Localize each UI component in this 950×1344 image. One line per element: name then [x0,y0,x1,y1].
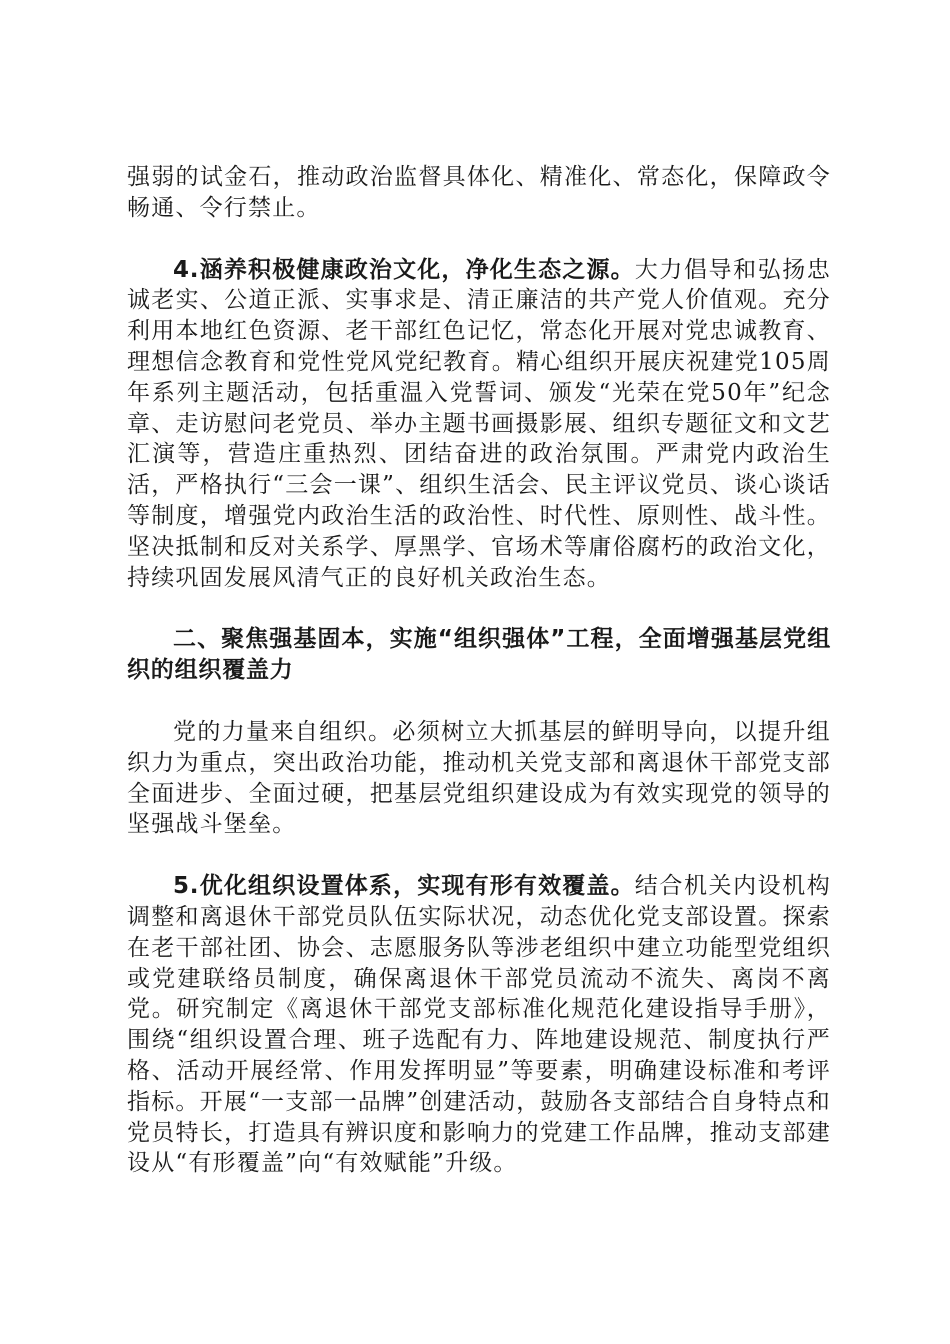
paragraph-item-4 [127,255,831,594]
item-4-body: 大力倡导和弘扬忠诚老实、公道正派、实事求是、清正廉洁的共产党人价值观。充分利用本地红色资源、老干部红色记忆，常态化开展对党忠诚教育、理想信念教育和党性党风党纪教育。精心组织开展庆祝建党105周年系列主题活动，包括重温入党誓词、颁发“光荣在党50年”纪念章、走访慰问老党员、举办主题书画摄影展、组织专题征文和文艺汇演等，营造庄重热烈、团结奋进的政治氛围。严肃党内政治生活，严格执行“三会一课”、组织生活会、民主评议党员、谈心谈话等制度，增强党内政治生活的政治性、时代性、原则性、战斗性。坚决抵制和反对关系学、厚黑学、官场术等庸俗腐朽的政治文化，持续巩固发展风清气正的良好机关政治生态。 [127,256,831,591]
paragraph-continued [127,162,831,224]
item-5-body: 结合机关内设机构调整和离退休干部党员队伍实际状况，动态优化党支部设置。探索在老干部社团、协会、志愿服务队等涉老组织中建立功能型党组织或党建联络员制度，确保离退休干部党员流动不流失、离岗不离党。研究制定《离退休干部党支部标准化规范化建设指导手册》，围绕“组织设置合理、班子选配有力、阵地建设规范、制度执行严格、活动开展经常、作用发挥明显”等要素，明确建设标准和考评指标。开展“一支部一品牌”创建活动，鼓励各支部结合自身特点和党员特长，打造具有辨识度和影响力的党建工作品牌，推动支部建设从“有形覆盖”向“有效赋能”升级。 [127,873,831,1177]
section-heading-2: 二、聚焦强基固本，实施“组织强体”工程，全面增强基层党组织的组织覆盖力 [127,626,831,684]
paragraph-section-intro [127,717,831,840]
paragraph-item-5 [127,871,831,1179]
item-5-lead: 5.优化组织设置体系，实现有形有效覆盖。 [173,873,635,900]
section-intro-text: 党的力量来自组织。必须树立大抓基层的鲜明导向，以提升组织力为重点，突出政治功能，推动机关党支部和离退休干部党支部全面进步、全面过硬，把基层党组织建设成为有效实现党的领导的坚强战斗堡垒。 [127,718,831,838]
paragraph-text: 强弱的试金石，推动政治监督具体化、精准化、常态化，保障政令畅通、令行禁止。 [127,164,831,221]
item-4-lead: 4.涵养积极健康政治文化，净化生态之源。 [173,256,635,283]
document-body [127,162,831,1210]
